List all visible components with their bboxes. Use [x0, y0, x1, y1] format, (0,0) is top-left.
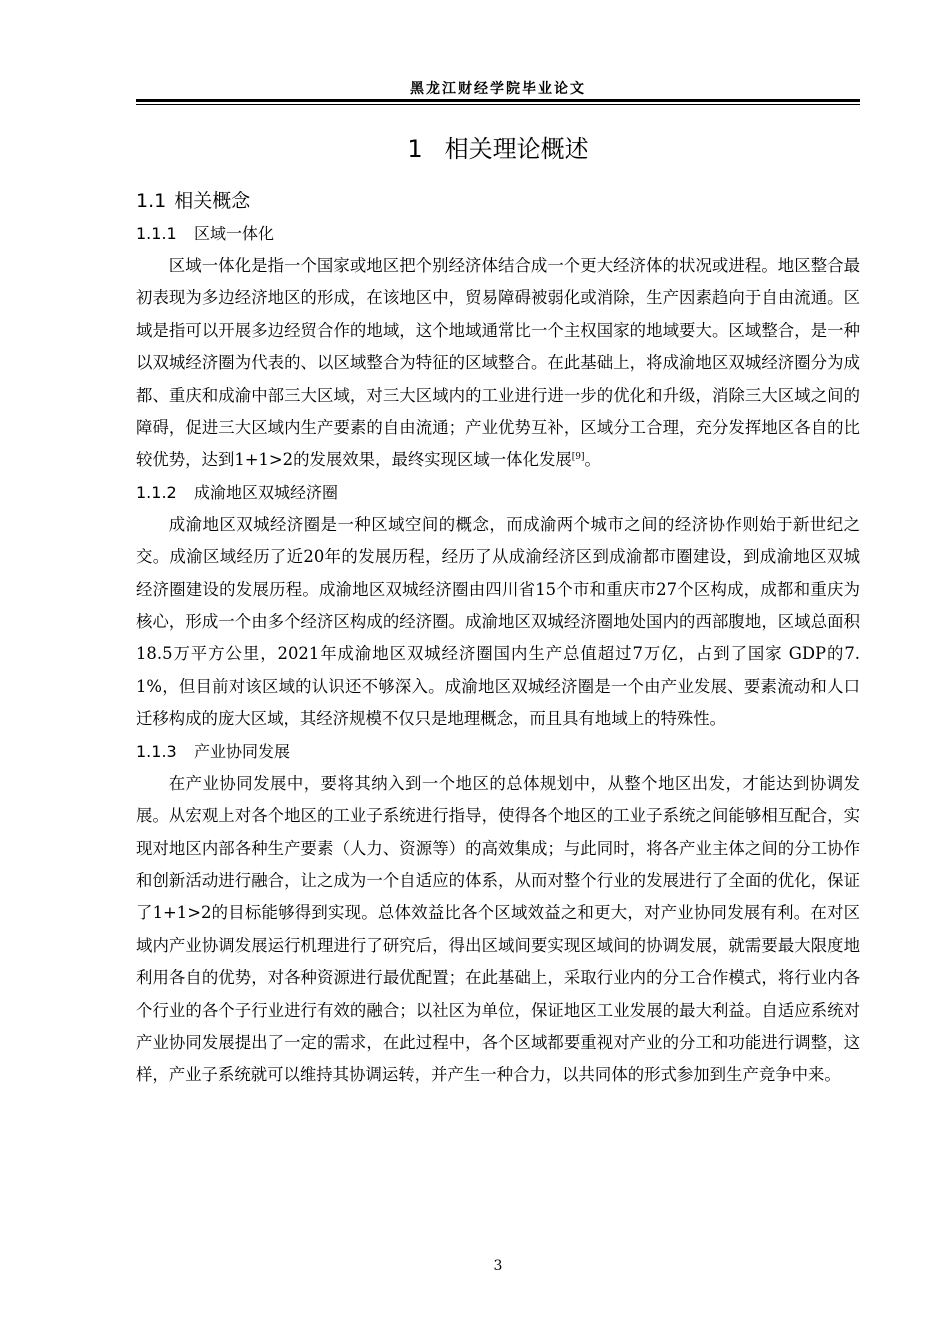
running-header: 黑龙江财经学院毕业论文: [410, 81, 586, 97]
chapter-title: [136, 132, 860, 166]
section-title: 相关概念: [174, 190, 251, 212]
subsection-number: 1.1.3: [136, 741, 177, 761]
subsection-title: 区域一体化: [194, 224, 275, 243]
header-rule: [136, 99, 860, 102]
citation-marker: [9]: [571, 452, 585, 463]
paragraph-economic-circle: [136, 509, 860, 736]
paragraph-text: 在产业协同发展中，要将其纳入到一个地区的总体规划中，从整个地区出发，才能达到协调发展。从宏观上对各个地区的工业子系统进行指导，使得各个地区的工业子系统之间能够相互配合，实现对地区内部各种生产要素（人力、资源等）的高效集成；与此同时，将各产业主体之间的分工协作和创新活动进行融合，让之成为一个自适应的体系，从而对整个行业的发展进行了全面的优化，保证了1+1>2的目标能够得到实现。总体效益比各个区域效益之和更大，对产业协同发展有利。在对区域内产业协调发展运行机理进行了研究后，得出区域间要实现区域间的协调发展，就需要最大限度地利用各自的优势，对各种资源进行最优配置；在此基础上，采取行业内的分工合作模式，将行业内各个行业的各个子行业进行有效的融合；以社区为单位，保证地区工业发展的最大利益。自适应系统对产业协同发展提出了一定的需求，在此过程中，各个区域都要重视对产业的分工和功能进行调整，这样，产业子系统就可以维持其协调运转，并产生一种合力，以共同体的形式参加到生产竞争中来。: [136, 773, 860, 1085]
section-number: 1.1: [136, 190, 167, 212]
subsection-title: 产业协同发展: [194, 741, 291, 761]
chapter-number: 1: [407, 135, 423, 163]
subsection-title: 成渝地区双城经济圈: [194, 482, 339, 502]
document-page: [136, 0, 860, 1344]
paragraph-ending: 。: [584, 450, 601, 470]
body-content: [136, 184, 860, 1092]
subsection-number: 1.1.1: [136, 224, 177, 243]
paragraph-industrial-synergy: [136, 768, 860, 1092]
header-rule-thin: [136, 104, 860, 105]
chapter-title-text: 相关理论概述: [444, 135, 589, 163]
subsection-heading-3: [136, 736, 860, 768]
section-heading: [136, 184, 860, 218]
subsection-number: 1.1.2: [136, 482, 177, 502]
paragraph-text: 成渝地区双城经济圈是一种区域空间的概念，而成渝两个城市之间的经济协作则始于新世纪之交。成渝区域经历了近20年的发展历程，经历了从成渝经济区到成渝都市圈建设，到成渝地区双城经济圈建设的发展历程。成渝地区双城经济圈由四川省15个市和重庆市27个区构成，成都和重庆为核心，形成一个由多个经济区构成的经济圈。成渝地区双城经济圈地处国内的西部腹地，区域总面积18.5万平方公里，2021年成渝地区双城经济圈国内生产总值超过7万亿，占到了国家 GDP的7.1%，但目前对该区域的认识还不够深入。成渝地区双城经济圈是一个由产业发展、要素流动和人口迁移构成的庞大区域，其经济规模不仅只是地理概念，而且具有地域上的特殊性。: [136, 514, 860, 729]
subsection-heading-1: [136, 218, 860, 250]
paragraph-regional-integration: [136, 250, 860, 477]
paragraph-text: 区域一体化是指一个国家或地区把个别经济体结合成一个更大经济体的状况或进程。地区整合最初表现为多边经济地区的形成，在该地区中，贸易障碍被弱化或消除，生产因素趋向于自由流通。区域是指可以开展多边经贸合作的地域，这个地域通常比一个主权国家的地域要大。区域整合，是一种以双城经济圈为代表的、以区域整合为特征的区域整合。在此基础上，将成渝地区双城经济圈分为成都、重庆和成渝中部三大区域，对三大区域内的工业进行进一步的优化和升级，消除三大区域之间的障碍，促进三大区域内生产要素的自由流通；产业优势互补，区域分工合理，充分发挥地区各自的比较优势，达到1+1>2的发展效果，最终实现区域一体化发展: [136, 256, 860, 470]
page-number: 3: [493, 1258, 503, 1274]
subsection-heading-2: [136, 477, 860, 509]
